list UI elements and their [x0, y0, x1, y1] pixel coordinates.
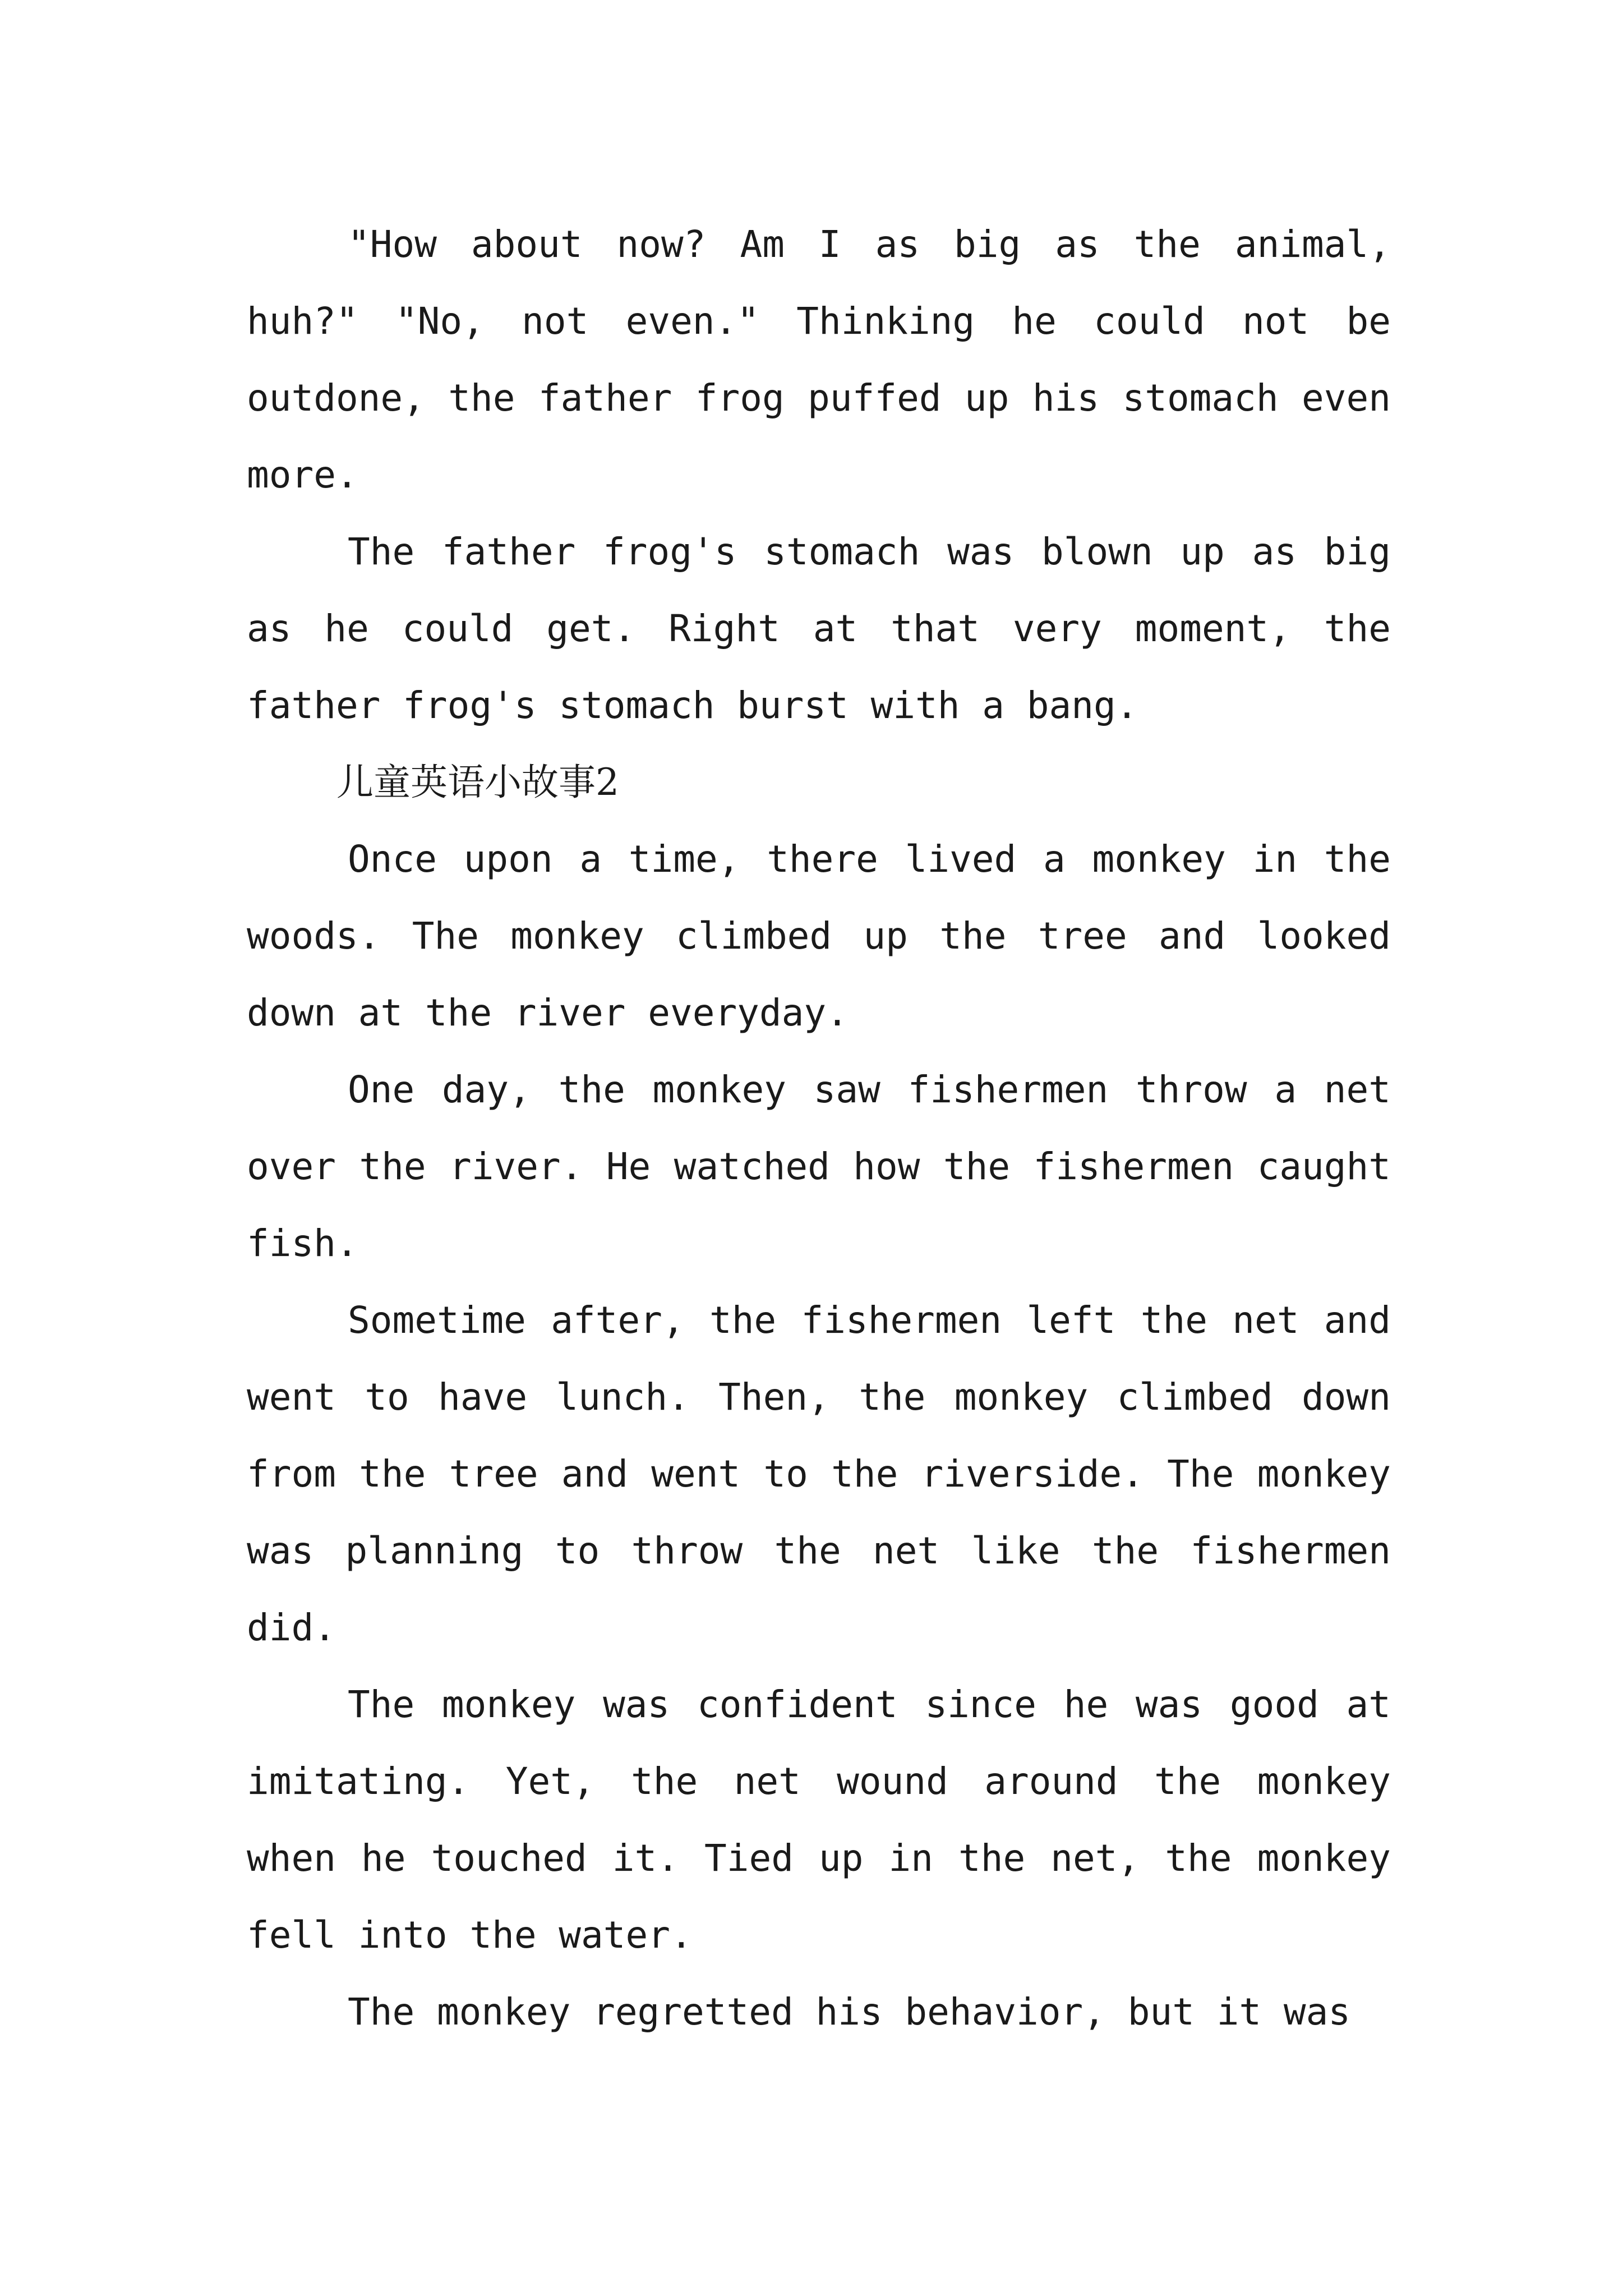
document-body [247, 206, 1391, 2050]
story-heading: 儿童英语小故事2 [336, 761, 619, 804]
paragraph-monkey-regret: The monkey regretted his behavior, but it was [348, 1990, 1351, 2033]
paragraph-fishermen-net: One day, the monkey saw fishermen throw a net over the river. He watched how the fishermen caught fish. [247, 1068, 1391, 1265]
paragraph-monkey-intro: Once upon a time, there lived a monkey in the woods. The monkey climbed up the tree and looked down at the river everyday. [247, 838, 1391, 1034]
paragraph-frog-question: "How about now? Am I as big as the animal, huh?" "No, not even." Thinking he could not be outdone, the father frog puffed up his stomach even more. [247, 223, 1391, 496]
paragraph-monkey-net-fall: The monkey was confident since he was good at imitating. Yet, the net wound around the monkey when he touched it. Tied up in the net, the monkey fell into the water. [247, 1683, 1391, 1957]
paragraph-monkey-riverside: Sometime after, the fishermen left the net and went to have lunch. Then, the monkey climbed down from the tree and went to the riverside. The monkey was planning to throw the net like the fishermen did. [247, 1299, 1391, 1649]
paragraph-frog-burst: The father frog's stomach was blown up as big as he could get. Right at that very moment, the father frog's stomach burst with a bang. [247, 530, 1391, 727]
